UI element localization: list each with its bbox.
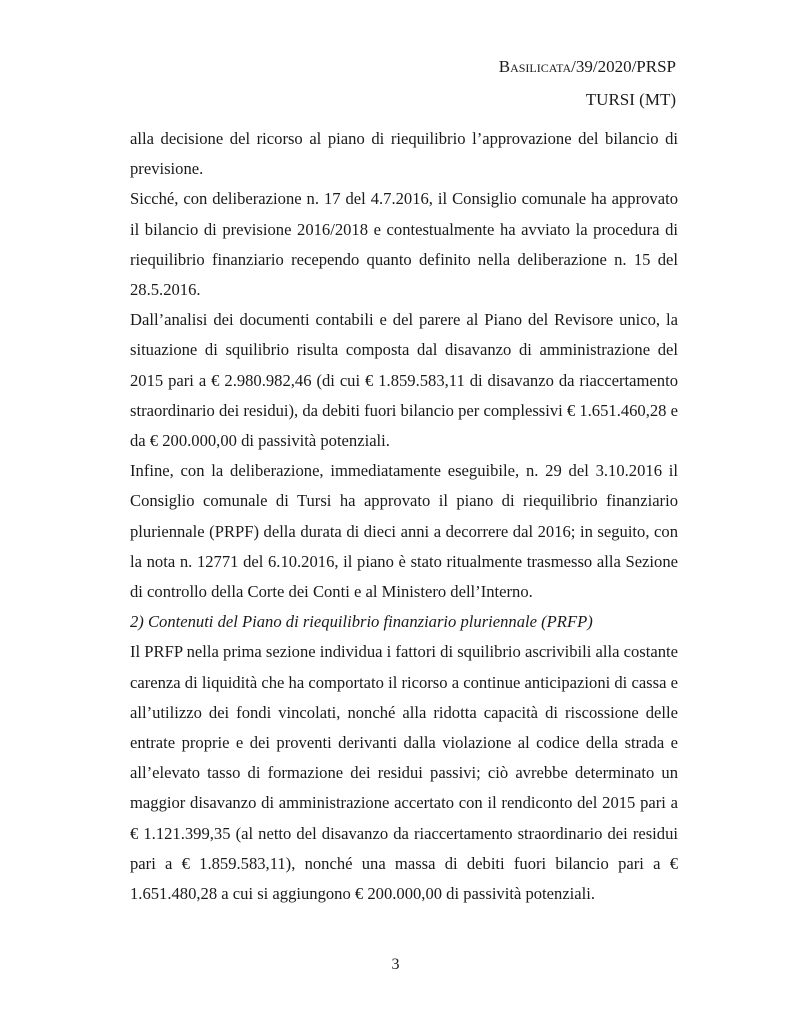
document-location: TURSI (MT)	[585, 90, 676, 109]
document-reference: Basilicata/39/2020/PRSP	[498, 57, 676, 76]
paragraph: alla decisione del ricorso al piano di riequilibrio l’approvazione del bilancio di previsione.	[130, 129, 678, 179]
paragraph: Infine, con la deliberazione, immediatamente eseguibile, n. 29 del 3.10.2016 il Consiglio comunale di Tursi ha approvato il piano di riequilibrio finanziario pluriennale (PRPF) della durata di dieci anni a decorrere dal 2016; in seguito, con la nota n. 12771 del 6.10.2016, il piano è stato ritualmente trasmesso alla Sezione di controllo della Corte dei Conti e al Ministero dell’Interno.	[130, 461, 678, 602]
paragraph: Dall’analisi dei documenti contabili e del parere al Piano del Revisore unico, la situazione di squilibrio risulta composta dal disavanzo di amministrazione del 2015 pari a € 2.980.982,46 (di cui € 1.859.583,11 di disavanzo da riaccertamento straordinario dei residui), da debiti fuori bilancio per complessivi € 1.651.460,28 e da € 200.000,00 di passività potenziali.	[130, 310, 678, 451]
page-number: 3	[391, 956, 400, 973]
page-header	[499, 50, 676, 116]
paragraph: Sicché, con deliberazione n. 17 del 4.7.2016, il Consiglio comunale ha approvato il bilancio di previsione 2016/2018 e contestualmente ha avviato la procedura di riequilibrio finanziario recependo quanto definito nella deliberazione n. 15 del 28.5.2016.	[130, 189, 678, 300]
document-body	[130, 124, 678, 909]
paragraph: Il PRFP nella prima sezione individua i fattori di squilibrio ascrivibili alla costante carenza di liquidità che ha comportato il ricorso a continue anticipazioni di cassa e all’utilizzo dei fondi vincolati, nonché alla ridotta capacità di riscossione delle entrate proprie e dei proventi derivanti dalla violazione al codice della strada e all’elevato tasso di formazione dei residui passivi; ciò avrebbe determinato un maggior disavanzo di amministrazione accertato con il rendiconto del 2015 pari a € 1.121.399,35 (al netto del disavanzo da riaccertamento straordinario dei residui pari a € 1.859.583,11), nonché una massa di debiti fuori bilancio pari a € 1.651.480,28 a cui si aggiungono € 200.000,00 di passività potenziali.	[130, 642, 678, 904]
section-title: 2) Contenuti del Piano di riequilibrio finanziario pluriennale (PRFP)	[130, 612, 593, 632]
